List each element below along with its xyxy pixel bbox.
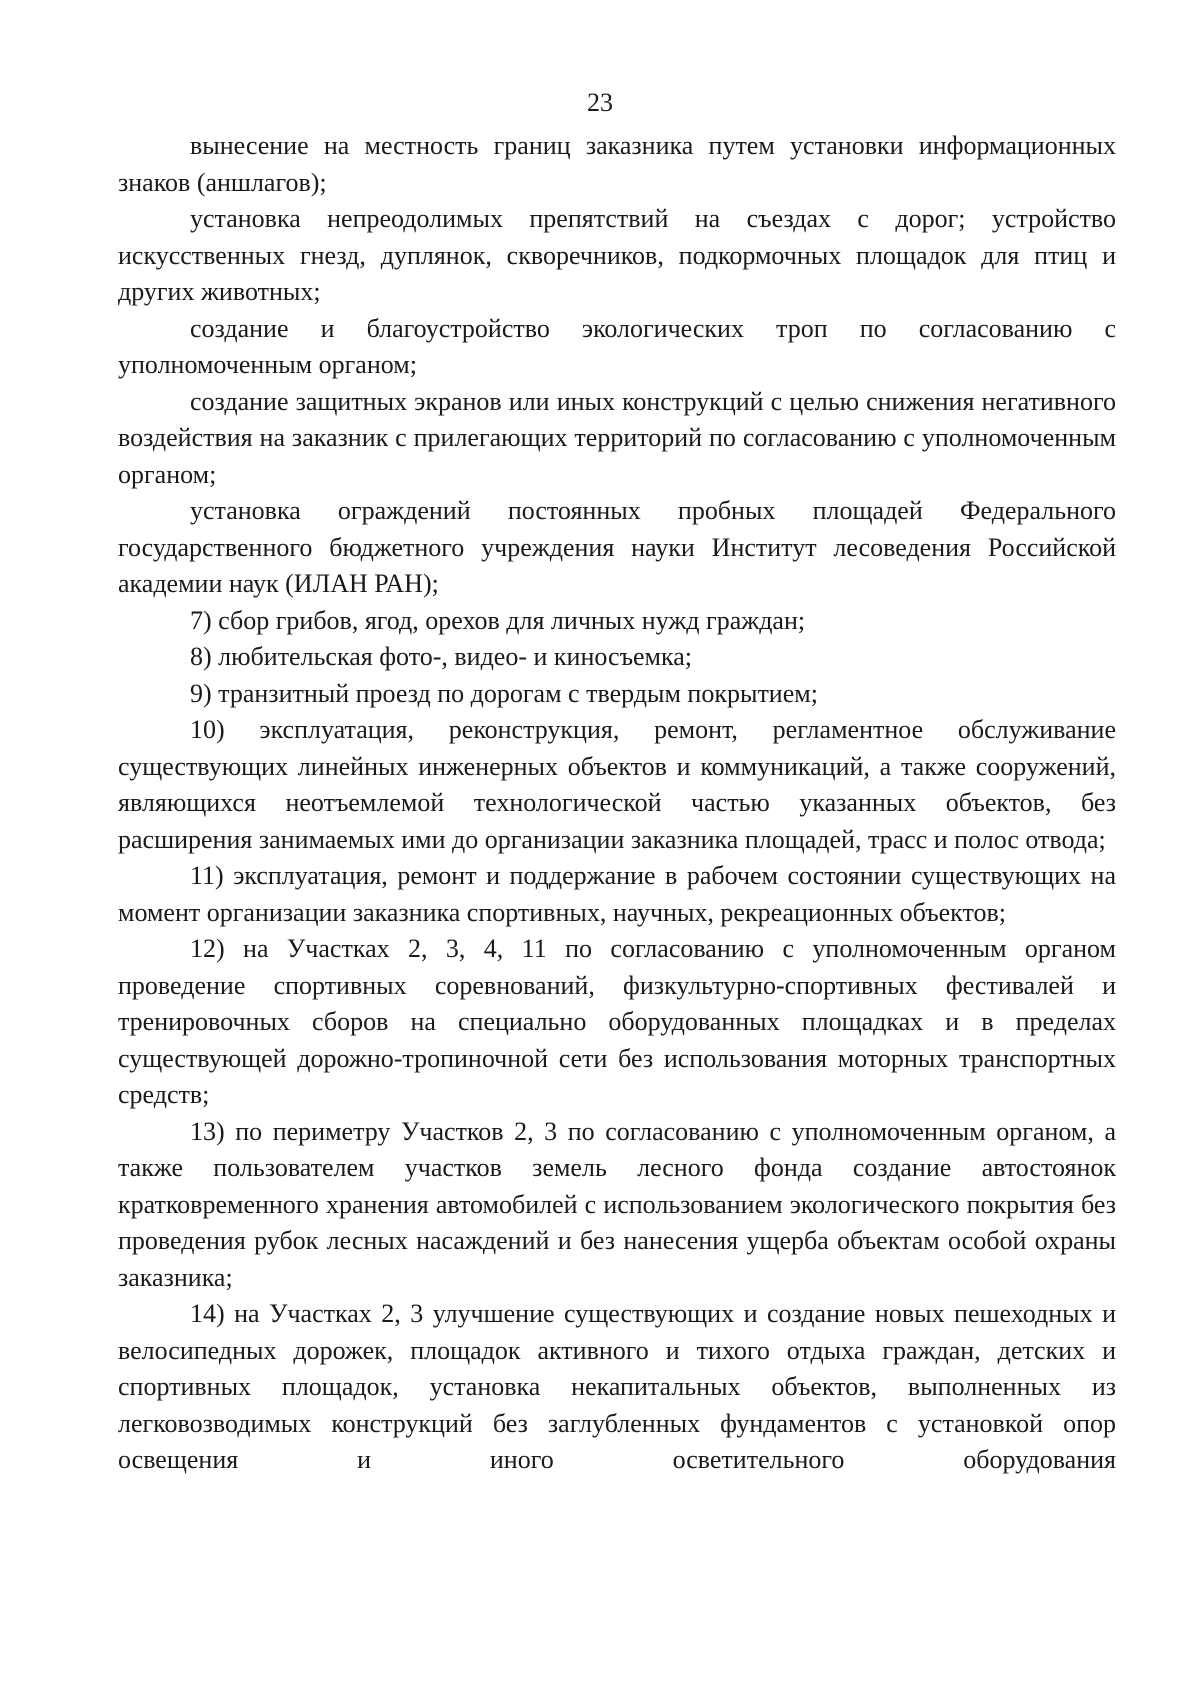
paragraph-item-11: 11) эксплуатация, ремонт и поддержание в рабочем состоянии существующих на момент организации заказника спортивных, научных, рекреационных объектов; [118, 861, 1116, 927]
paragraph-item-13: 13) по периметру Участков 2, 3 по согласованию с уполномоченным органом, а также пользователем участков земель лесного фонда создание автостоянок кратковременного хранения автомобилей с использованием экологического покрытия без проведения рубок лесных насаждений и без нанесения ущерба объектам особой охраны заказника; [118, 1116, 1116, 1292]
paragraph-item-7: 7) сбор грибов, ягод, орехов для личных нужд граждан; [190, 605, 806, 635]
paragraph-item-8: 8) любительская фото-, видео- и киносъемка; [190, 642, 693, 671]
paragraph-item-10: 10) эксплуатация, реконструкция, ремонт, регламентное обслуживание существующих линейных инженерных объектов и коммуникаций, а также сооружений, являющихся неотъемлемой технологической частью указанных объектов, без расширения занимаемых ими до организации заказника площадей, трасс и полос отвода; [118, 715, 1116, 854]
paragraph-item-9: 9) транзитный проезд по дорогам с твердым покрытием; [190, 678, 818, 708]
paragraph-fencing-ilan: установка ограждений постоянных пробных площадей Федерального государственного бюджетного учреждения науки Институт лесоведения Российской академии наук (ИЛАН РАН); [118, 496, 1116, 598]
paragraph-item-14: 14) на Участках 2, 3 улучшение существующих и создание новых пешеходных и велосипедных дорожек, площадок активного и тихого отдыха граждан, детских и спортивных площадок, установка некапитальных объектов, выполненных из легковозводимых конструкций без заглубленных фундаментов с установкой опор освещения и иного осветительного оборудования [118, 1299, 1116, 1474]
paragraph-protective-screens: создание защитных экранов или иных конструкций с целью снижения негативного воздействия на заказник с прилегающих территорий по согласованию с уполномоченным органом; [118, 386, 1116, 489]
paragraph-obstacles-nests: установка непреодолимых препятствий на съездах с дорог; устройство искусственных гнезд, дуплянок, скворечников, подкормочных площадок для птиц и других животных; [118, 204, 1116, 306]
document-body [118, 128, 1116, 1479]
paragraph-ecological-trails: создание и благоустройство экологических троп по согласованию с уполномоченным органом; [118, 313, 1116, 379]
paragraph-item-12: 12) на Участках 2, 3, 4, 11 по согласованию с уполномоченным органом проведение спортивных соревнований, физкультурно-спортивных фестивалей и тренировочных сборов на специально оборудованных площадках и в пределах существующей дорожно-тропиночной сети без использования моторных транспортных средств; [118, 934, 1116, 1109]
paragraph-boundary-signs: вынесение на местность границ заказника путем установки информационных знаков (аншлагов); [118, 131, 1116, 197]
page-number: 23 [587, 88, 613, 117]
